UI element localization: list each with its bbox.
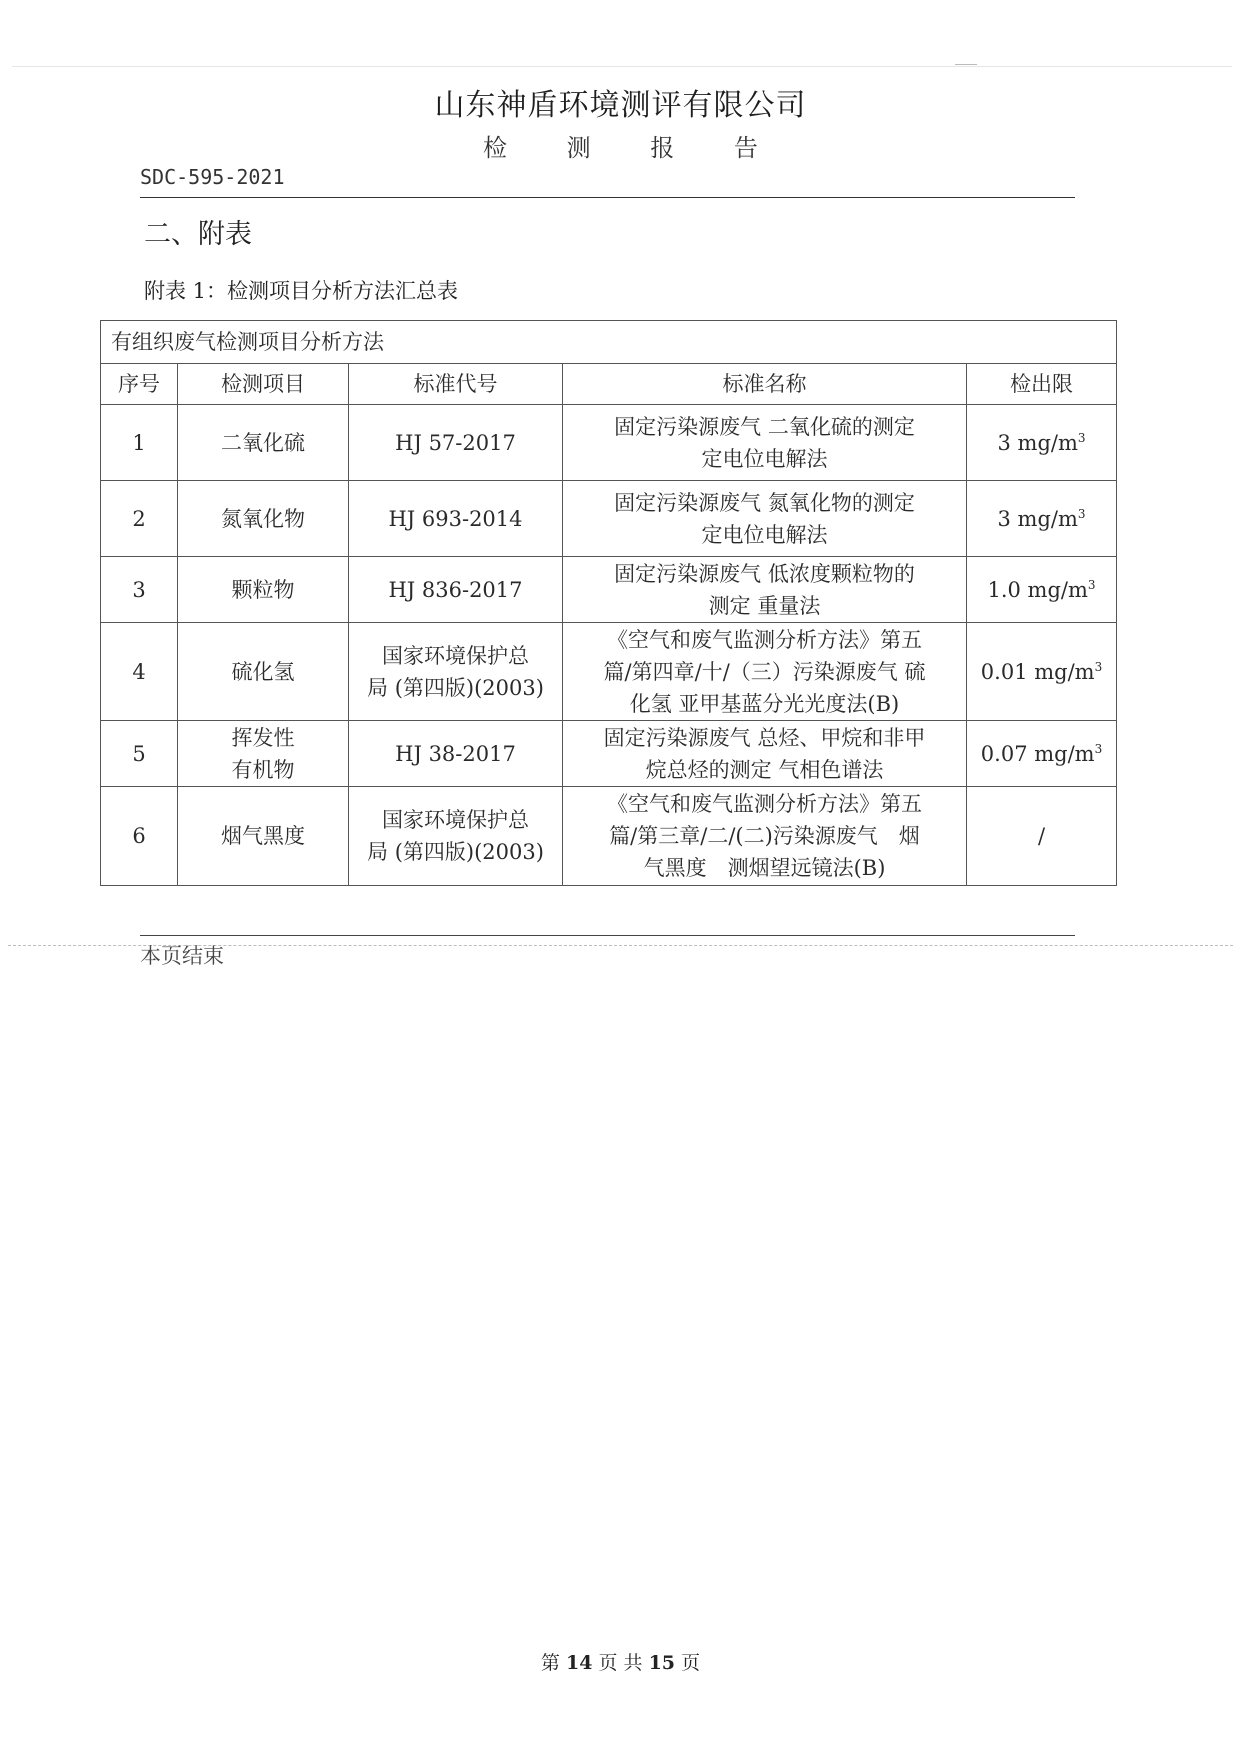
footer-suffix: 页 [681,1652,701,1674]
cell-line: HJ 38-2017 [395,741,516,766]
row-item [178,787,349,886]
row-item [178,405,349,481]
row-code [349,557,563,623]
cell-line: 国家环境保护总 [382,808,529,832]
cell-line: 固定污染源废气 二氧化硫的测定 [614,414,915,439]
cell-line: 硫化氢 [231,659,295,684]
column-header: 序号 [101,364,178,405]
total-page-number: 15 [648,1652,676,1674]
table-row [101,557,1117,623]
cell-line: 挥发性 [231,725,295,750]
row-code [349,623,563,721]
row-code [349,481,563,557]
row-no: 4 [101,623,178,721]
cell-line: 化氢 亚甲基蓝分光光度法(B) [629,691,900,716]
table-row [101,623,1117,721]
cell-line: 国家环境保护总 [382,643,529,668]
row-limit [967,721,1117,787]
cell-line: 烷总烃的测定 气相色谱法 [645,757,884,782]
page-footer [0,1648,1241,1675]
section-title: 二、附表 [144,219,252,250]
cell-line: 《空气和废气监测分析方法》第五 [607,627,922,652]
footer-prefix: 第 [540,1652,560,1674]
table-row [101,481,1117,557]
cell-line: 定电位电解法 [701,522,828,547]
row-no: 3 [101,557,178,623]
cell-line: 篇/第四章/十/（三）污染源废气 硫 [603,659,926,684]
table-row [101,721,1117,787]
cell-line: 固定污染源废气 氮氧化物的测定 [614,490,915,515]
cell-line: 二氧化硫 [221,430,305,455]
column-header: 检出限 [967,364,1117,405]
row-no: 5 [101,721,178,787]
row-no: 6 [101,787,178,886]
end-rule [140,935,1075,936]
report-title: 检 测 报 告 [483,134,784,162]
limit-value: / [1037,824,1046,848]
row-no: 1 [101,405,178,481]
row-name [563,557,967,623]
cell-line: 测定 重量法 [708,593,821,618]
row-limit [967,405,1117,481]
current-page-number: 14 [565,1652,593,1674]
limit-value: 3 mg/m [997,430,1078,455]
limit-exponent: 3 [1094,659,1103,674]
cell-line: 颗粒物 [231,577,295,602]
cell-line: 固定污染源废气 低浓度颗粒物的 [614,561,915,586]
page-end-note: 本页结束 [140,944,224,968]
table-row [101,787,1117,886]
row-name [563,481,967,557]
cell-line: 篇/第三章/二/(二)污染源废气 烟 [609,824,920,848]
row-limit [967,787,1117,886]
row-name [563,721,967,787]
scan-mark [955,64,977,65]
methods-table [100,320,1117,886]
header-rule [140,197,1075,198]
table-row [101,405,1117,481]
cell-line: 固定污染源废气 总烃、甲烷和非甲 [603,725,926,750]
cell-line: HJ 57-2017 [395,430,516,455]
company-name: 山东神盾环境测评有限公司 [434,88,807,123]
row-limit [967,623,1117,721]
column-header: 检测项目 [178,364,349,405]
row-code [349,405,563,481]
row-name [563,623,967,721]
cell-line: HJ 836-2017 [388,577,523,602]
row-item [178,481,349,557]
footer-middle: 页 共 [598,1652,643,1674]
cell-line: 有机物 [231,757,295,782]
row-name [563,787,967,886]
cell-line: 定电位电解法 [701,446,828,471]
limit-exponent: 3 [1087,577,1096,592]
row-code [349,721,563,787]
cell-line: 氮氧化物 [221,506,305,531]
cell-line: 局 (第四版)(2003) [367,675,544,700]
limit-value: 3 mg/m [997,506,1078,531]
table-caption: 附表 1：检测项目分析方法汇总表 [144,279,459,303]
row-limit [967,481,1117,557]
cell-line: 气黑度 测烟望远镜法(B) [643,856,886,880]
row-name [563,405,967,481]
table-group-title: 有组织废气检测项目分析方法 [101,321,1117,364]
row-item [178,557,349,623]
table-group-row [101,321,1117,364]
limit-value: 0.01 mg/m [980,659,1095,684]
cell-line: 烟气黑度 [221,824,305,848]
limit-value: 1.0 mg/m [987,577,1088,602]
row-no: 2 [101,481,178,557]
row-code [349,787,563,886]
scan-top-line [12,66,1232,67]
report-number: SDC-595-2021 [140,165,285,189]
limit-exponent: 3 [1077,430,1086,445]
row-limit [967,557,1117,623]
row-item [178,623,349,721]
column-header: 标准代号 [349,364,563,405]
limit-value: 0.07 mg/m [980,741,1095,766]
cell-line: HJ 693-2014 [388,506,523,531]
cell-line: 《空气和废气监测分析方法》第五 [607,792,922,816]
limit-exponent: 3 [1094,741,1103,756]
table-header-row [101,364,1117,405]
cell-line: 局 (第四版)(2003) [367,840,544,864]
limit-exponent: 3 [1077,506,1086,521]
row-item [178,721,349,787]
column-header: 标准名称 [563,364,967,405]
